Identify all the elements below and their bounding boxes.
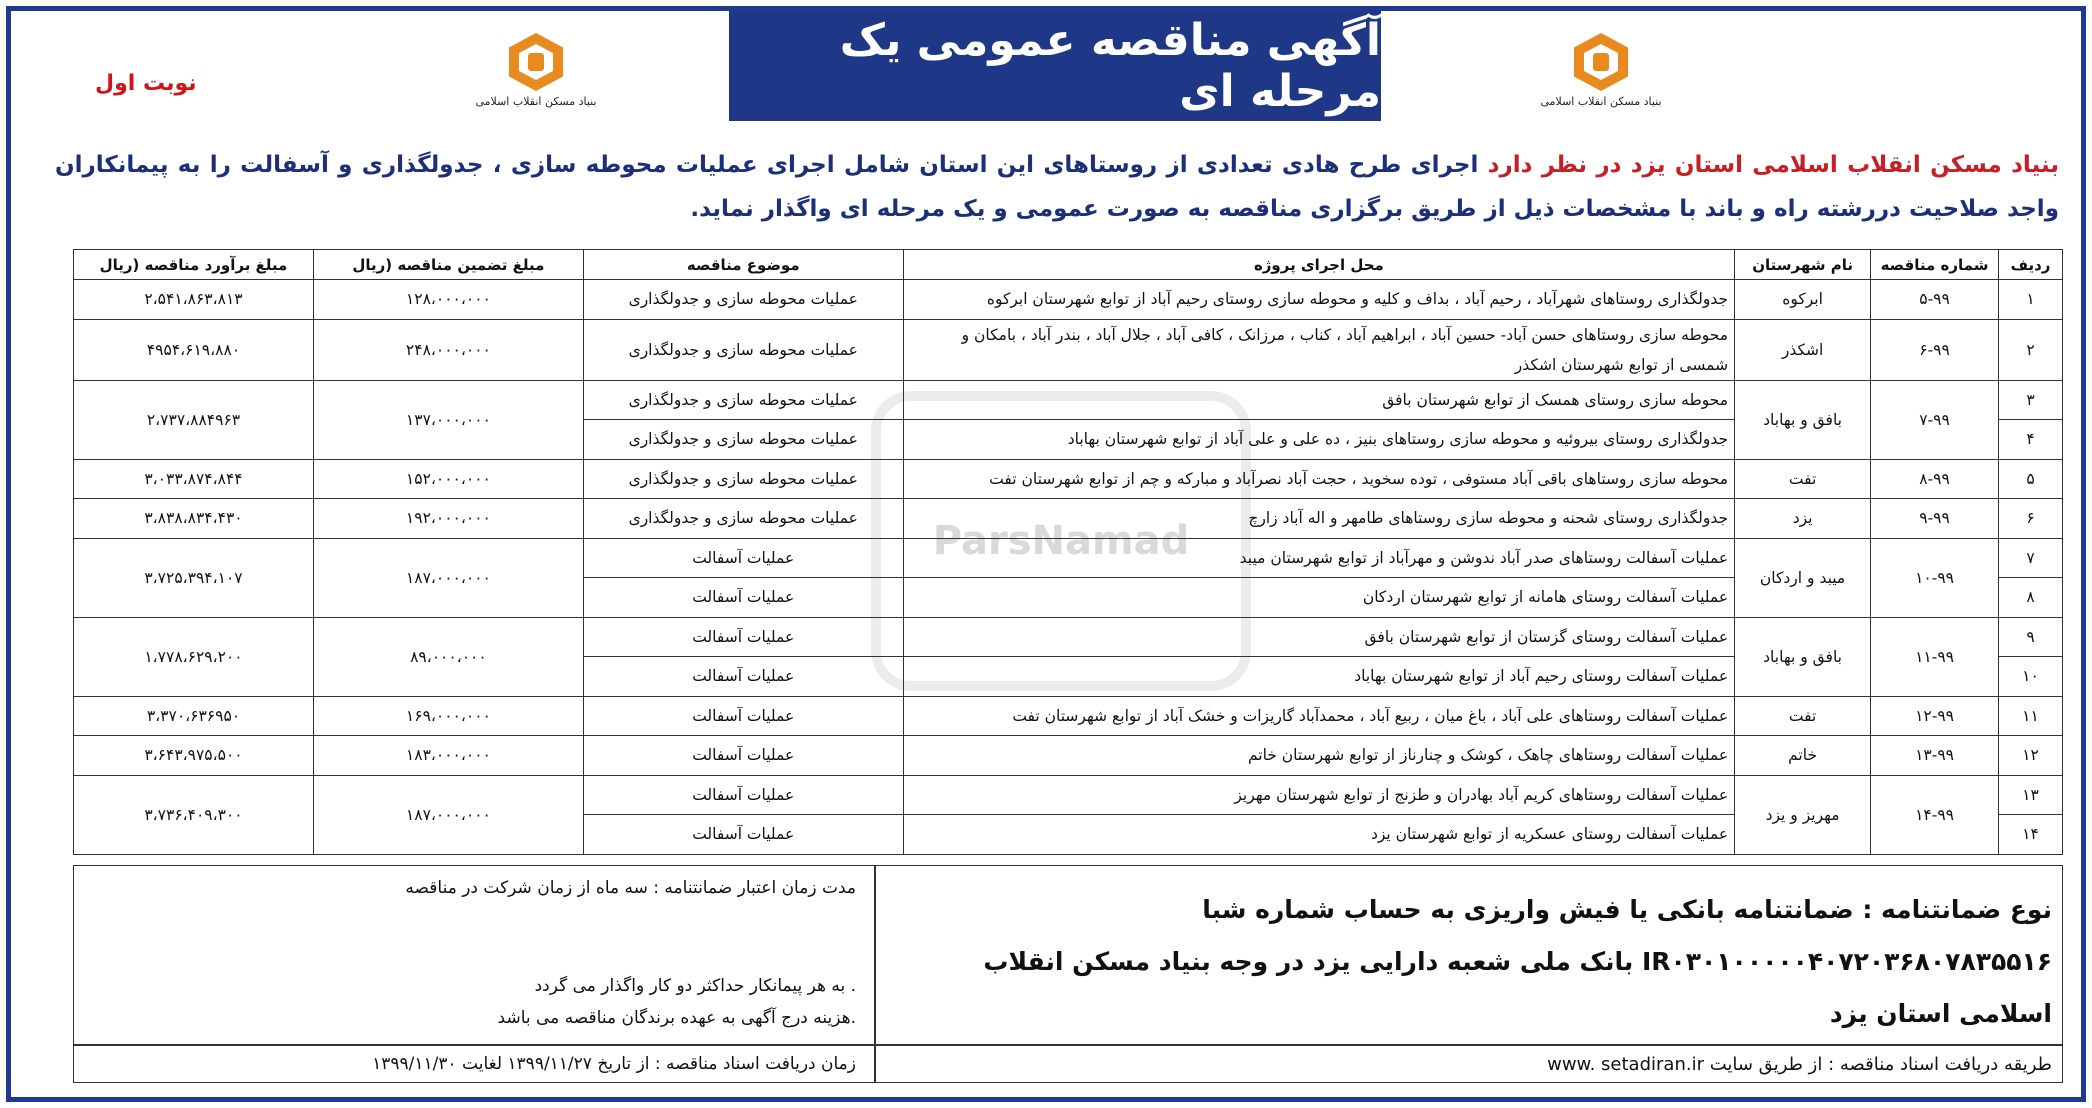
cell-county: بافق و بهاباد	[1735, 617, 1871, 696]
cell-radif: ۱	[1999, 280, 2063, 320]
cell-guarantee-amount: ۸۹،۰۰۰،۰۰۰	[313, 617, 583, 696]
document-receive-date: زمان دریافت اسناد مناقصه : از تاریخ ۱۳۹۹/۱۱/۲۷ لغایت ۱۳۹۹/۱۱/۳۰	[372, 1054, 856, 1074]
intro-paragraph	[55, 143, 2059, 231]
cell-estimate-amount: ۳،۳۷۰،۶۳۶۹۵۰	[74, 696, 314, 736]
header-guarantee-amount: مبلغ تضمین مناقصه (ریال	[313, 250, 583, 280]
logo-caption: بنیاد مسکن انقلاب اسلامی	[1540, 95, 1662, 108]
cell-project-location: عملیات آسفالت روستای گزستان از توابع شهرستان بافق	[903, 617, 1734, 657]
ad-cost-note: .هزینه درج آگهی به عهده برندگان مناقصه می باشد	[497, 1008, 856, 1028]
cell-county: ابرکوه	[1735, 280, 1871, 320]
cell-project-location: عملیات آسفالت روستاهای علی آباد ، باغ میان ، ربیع آباد ، محمدآباد گاریزات و خشک آباد از توابع شهرستان تفت	[903, 696, 1734, 736]
cell-county: خاتم	[1735, 736, 1871, 776]
house-logo-icon	[509, 33, 563, 91]
cell-radif: ۱۴	[1999, 815, 2063, 855]
cell-tender-subject: عملیات آسفالت	[583, 578, 903, 618]
cell-tender-number: ۷-۹۹	[1871, 380, 1999, 459]
guarantee-validity: مدت زمان اعتبار ضمانتنامه : سه ماه از زمان شرکت در مناقصه	[405, 878, 856, 898]
table-row	[74, 280, 2063, 320]
cell-tender-number: ۸-۹۹	[1871, 459, 1999, 499]
cell-radif: ۱۳	[1999, 775, 2063, 815]
cell-tender-subject: عملیات محوطه سازی و جدولگذاری	[583, 459, 903, 499]
table-header-row	[74, 250, 2063, 280]
guarantee-account: IR۰۳۰۱۰۰۰۰۰۴۰۷۲۰۳۶۸۰۷۸۳۵۵۱۶ بانک ملی شعبه دارایی یزد در وجه بنیاد مسکن انقلاب اسلامی استان یزد	[983, 947, 2052, 1028]
cell-tender-subject: عملیات آسفالت	[583, 657, 903, 697]
table-row	[74, 538, 2063, 578]
table-row	[74, 499, 2063, 539]
logo-caption: بنیاد مسکن انقلاب اسلامی	[475, 95, 597, 108]
cell-project-location: جدولگذاری روستای شحنه و محوطه سازی روستاهای طامهر و اله آباد زارچ	[903, 499, 1734, 539]
cell-county: تفت	[1735, 459, 1871, 499]
foundation-logo-left	[475, 33, 597, 123]
cell-tender-subject: عملیات آسفالت	[583, 736, 903, 776]
cell-tender-subject: عملیات آسفالت	[583, 815, 903, 855]
cell-tender-number: ۵-۹۹	[1871, 280, 1999, 320]
cell-guarantee-amount: ۱۸۷،۰۰۰،۰۰۰	[313, 775, 583, 854]
notice-frame	[6, 6, 2086, 1102]
tender-table	[73, 249, 2063, 855]
cell-tender-subject: عملیات آسفالت	[583, 538, 903, 578]
header-radif: ردیف	[1999, 250, 2063, 280]
intro-lead: بنیاد مسکن انقلاب اسلامی استان یزد در نظر دارد	[1487, 152, 2059, 178]
table-row	[74, 736, 2063, 776]
cell-radif: ۲	[1999, 319, 2063, 380]
cell-estimate-amount: ۲،۷۳۷،۸۸۴۹۶۳	[74, 380, 314, 459]
cell-project-location: عملیات آسفالت روستای هامانه از توابع شهرستان اردکان	[903, 578, 1734, 618]
cell-project-location: عملیات آسفالت روستاهای کریم آباد بهادران و طزنج از توابع شهرستان مهریز	[903, 775, 1734, 815]
table-row	[74, 696, 2063, 736]
cell-radif: ۱۲	[1999, 736, 2063, 776]
cell-project-location: جدولگذاری روستای بیروئیه و محوطه سازی روستاهای بنیز ، ده علی و علی آباد از توابع شهرستان بهاباد	[903, 420, 1734, 460]
cell-estimate-amount: ۴۹۵۴،۶۱۹،۸۸۰	[74, 319, 314, 380]
guarantee-type: نوع ضمانتنامه : ضمانتنامه بانکی یا فیش واریزی به حساب شماره شبا	[1202, 895, 2052, 924]
cell-county: یزد	[1735, 499, 1871, 539]
cell-estimate-amount: ۳،۷۲۵،۳۹۴،۱۰۷	[74, 538, 314, 617]
cell-tender-subject: عملیات محوطه سازی و جدولگذاری	[583, 380, 903, 420]
cell-tender-number: ۱۱-۹۹	[1871, 617, 1999, 696]
table-row	[74, 775, 2063, 815]
cell-radif: ۵	[1999, 459, 2063, 499]
cell-radif: ۱۰	[1999, 657, 2063, 697]
cell-project-location: عملیات آسفالت روستای عسکریه از توابع شهرستان یزد	[903, 815, 1734, 855]
cell-tender-number: ۱۳-۹۹	[1871, 736, 1999, 776]
cell-tender-subject: عملیات آسفالت	[583, 775, 903, 815]
cell-tender-subject: عملیات آسفالت	[583, 696, 903, 736]
cell-estimate-amount: ۳،۰۳۳،۸۷۴،۸۴۴	[74, 459, 314, 499]
cell-guarantee-amount: ۱۵۲،۰۰۰،۰۰۰	[313, 459, 583, 499]
cell-project-location: جدولگذاری روستاهای شهرآباد ، رحیم آباد ، بداف و کلیه و محوطه سازی روستای رحیم آباد از توابع شهرستان ابرکوه	[903, 280, 1734, 320]
first-publication-label: نوبت اول	[95, 71, 197, 96]
cell-tender-number: ۶-۹۹	[1871, 319, 1999, 380]
table-row	[74, 319, 2063, 380]
cell-estimate-amount: ۳،۶۴۳،۹۷۵،۵۰۰	[74, 736, 314, 776]
cell-radif: ۱۱	[1999, 696, 2063, 736]
cell-guarantee-amount: ۱۶۹،۰۰۰،۰۰۰	[313, 696, 583, 736]
cell-estimate-amount: ۲،۵۴۱،۸۶۳،۸۱۳	[74, 280, 314, 320]
cell-project-location: محوطه سازی روستاهای حسن آباد- حسین آباد ، ابراهیم آباد ، کناب ، مرزانک ، کافی آباد ، جلال آباد ، بندر آباد ، بامکان و شمسی از توابع شهرستان اشکذر	[903, 319, 1734, 380]
cell-tender-number: ۹-۹۹	[1871, 499, 1999, 539]
header-tender-subject: موضوع مناقصه	[583, 250, 903, 280]
cell-guarantee-amount: ۲۴۸،۰۰۰،۰۰۰	[313, 319, 583, 380]
document-method: طریقه دریافت اسناد مناقصه : از طریق سایت www. setadiran.ir	[1547, 1054, 2052, 1075]
cell-project-location: محوطه سازی روستای همسک از توابع شهرستان بافق	[903, 380, 1734, 420]
title-banner	[729, 11, 1381, 121]
table-row	[74, 459, 2063, 499]
cell-tender-subject: عملیات محوطه سازی و جدولگذاری	[583, 499, 903, 539]
cell-project-location: عملیات آسفالت روستاهای چاهک ، کوشک و چنارناز از توابع شهرستان خاتم	[903, 736, 1734, 776]
intro-body: اجرای طرح هادی تعدادی از روستاهای این استان شامل اجرای عملیات محوطه سازی ، جدولگذاری و آسفالت را به پیمانکاران واجد صلاحیت دررشته راه و باند با مشخصات ذیل از طریق برگزاری مناقصه به صورت عمومی و یک مرحله ای واگذار نماید.	[55, 152, 2059, 222]
cell-tender-number: ۱۰-۹۹	[1871, 538, 1999, 617]
cell-project-location: محوطه سازی روستاهای باقی آباد مستوفی ، توده سخوید ، حجت آباد نصرآباد و مبارکه و چم از توابع شهرستان تفت	[903, 459, 1734, 499]
cell-county: تفت	[1735, 696, 1871, 736]
cell-guarantee-amount: ۱۹۲،۰۰۰،۰۰۰	[313, 499, 583, 539]
cell-radif: ۹	[1999, 617, 2063, 657]
table-row	[74, 380, 2063, 420]
cell-estimate-amount: ۳،۷۳۶،۴۰۹،۳۰۰	[74, 775, 314, 854]
house-logo-icon	[1574, 33, 1628, 91]
header-project-location: محل اجرای پروژه	[903, 250, 1734, 280]
cell-guarantee-amount: ۱۲۸،۰۰۰،۰۰۰	[313, 280, 583, 320]
cell-radif: ۴	[1999, 420, 2063, 460]
cell-guarantee-amount: ۱۸۷،۰۰۰،۰۰۰	[313, 538, 583, 617]
cell-estimate-amount: ۱،۷۷۸،۶۲۹،۲۰۰	[74, 617, 314, 696]
max-work-note: . به هر پیمانکار حداکثر دو کار واگذار می گردد	[534, 976, 856, 996]
cell-county: مهریز و یزد	[1735, 775, 1871, 854]
table-row	[74, 617, 2063, 657]
cell-tender-subject: عملیات محوطه سازی و جدولگذاری	[583, 280, 903, 320]
cell-tender-subject: عملیات محوطه سازی و جدولگذاری	[583, 420, 903, 460]
cell-radif: ۸	[1999, 578, 2063, 618]
footer-box	[73, 865, 2063, 1083]
cell-tender-number: ۱۴-۹۹	[1871, 775, 1999, 854]
cell-tender-subject: عملیات محوطه سازی و جدولگذاری	[583, 319, 903, 380]
header-county: نام شهرستان	[1735, 250, 1871, 280]
page-title: آگهی مناقصه عمومی یک مرحله ای	[839, 15, 1381, 117]
cell-radif: ۶	[1999, 499, 2063, 539]
guarantee-info	[892, 884, 2052, 1040]
cell-county: میبد و اردکان	[1735, 538, 1871, 617]
foundation-logo-right	[1540, 33, 1662, 123]
cell-radif: ۳	[1999, 380, 2063, 420]
header-tender-number: شماره مناقصه	[1871, 250, 1999, 280]
cell-project-location: عملیات آسفالت روستای رحیم آباد از توابع شهرستان بهاباد	[903, 657, 1734, 697]
header-estimate-amount: مبلغ برآورد مناقصه (ریال	[74, 250, 314, 280]
cell-county: اشکذر	[1735, 319, 1871, 380]
cell-tender-subject: عملیات آسفالت	[583, 617, 903, 657]
cell-county: بافق و بهاباد	[1735, 380, 1871, 459]
cell-tender-number: ۱۲-۹۹	[1871, 696, 1999, 736]
cell-radif: ۷	[1999, 538, 2063, 578]
cell-estimate-amount: ۳،۸۳۸،۸۳۴،۴۳۰	[74, 499, 314, 539]
cell-project-location: عملیات آسفالت روستاهای صدر آباد ندوشن و مهرآباد از توابع شهرستان میبد	[903, 538, 1734, 578]
cell-guarantee-amount: ۱۳۷،۰۰۰،۰۰۰	[313, 380, 583, 459]
watermark-stamp: ParsNamad	[871, 391, 1251, 691]
table-body	[74, 280, 2063, 855]
cell-guarantee-amount: ۱۸۳،۰۰۰،۰۰۰	[313, 736, 583, 776]
